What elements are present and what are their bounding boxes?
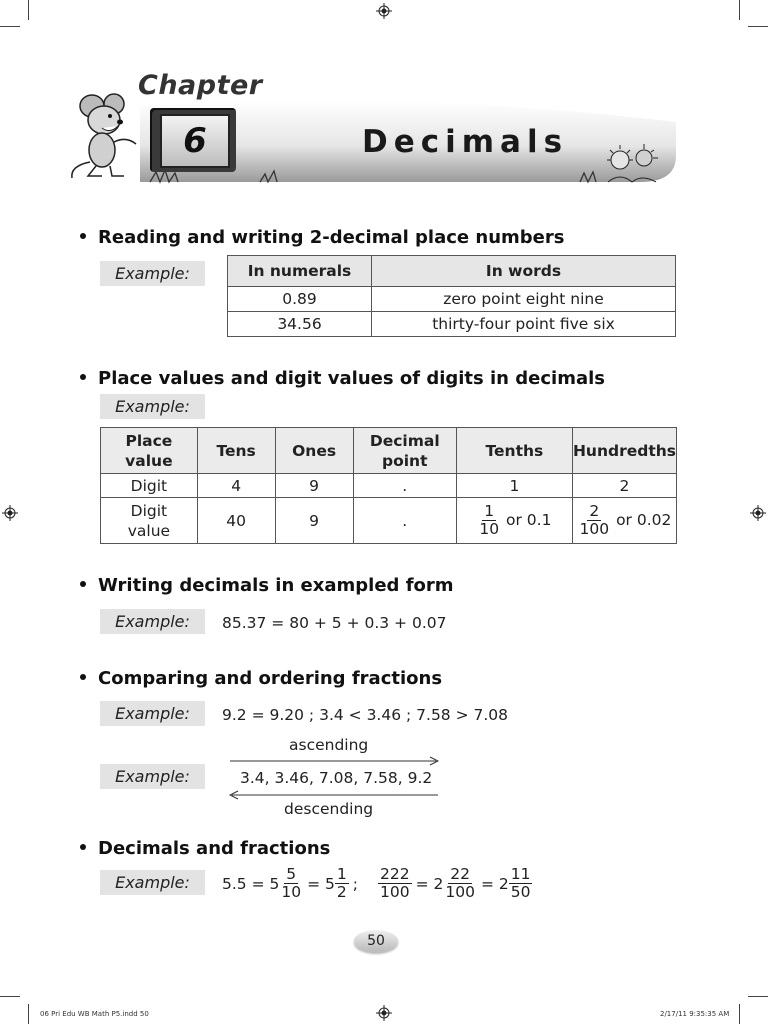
table-row: [228, 287, 676, 312]
fraction: $\frac{222}{100}$: [379, 865, 410, 901]
section-heading-expanded-form: Writing decimals in exampled form: [80, 575, 454, 596]
sun-flower-icon: [602, 140, 662, 184]
crop-mark: [0, 26, 20, 27]
table-header: Ones: [275, 428, 353, 474]
footer-date: 2/17/11 9:35:35 AM: [660, 1010, 730, 1018]
chapter-label: Chapter: [138, 70, 263, 101]
fraction: $\frac{11}{50}$: [510, 865, 531, 901]
table-cell: $\frac{2}{100}$ or 0.02: [572, 498, 676, 544]
crop-mark: [0, 996, 20, 997]
table-cell: 4: [197, 474, 275, 498]
table-header: Tens: [197, 428, 275, 474]
table-header-row: [228, 256, 676, 287]
ascending-label: ascending: [289, 736, 369, 754]
registration-mark-icon: [2, 505, 18, 521]
table-cell: $\frac{1}{10}$ or 0.1: [456, 498, 572, 544]
table-header: In words: [372, 256, 676, 287]
table-cell: 2: [572, 474, 676, 498]
table-cell: Digit: [101, 474, 198, 498]
footer-file-info: 06 Pri Edu WB Math P5.indd 50: [40, 1010, 149, 1018]
comparison-text: 9.2 = 9.20 ; 3.4 < 3.46 ; 7.58 > 7.08: [222, 706, 509, 724]
table-header: Hundredths: [572, 428, 676, 474]
table-header: In numerals: [228, 256, 372, 287]
bullet-icon: [80, 374, 86, 380]
ascending-arrow-icon: [230, 756, 440, 766]
fraction: $\frac{5}{10}$: [281, 865, 302, 901]
table-cell: 9: [275, 498, 353, 544]
registration-mark-icon: [376, 1005, 392, 1021]
table-header: Tenths: [456, 428, 572, 474]
table-row: [101, 474, 677, 498]
table-row: [228, 312, 676, 337]
place-value-table: [100, 427, 677, 544]
decimal-fraction-equation: 5.5 = 5 $\frac{5}{10}$ = 5 $\frac{1}{2}$ ; $\frac{222}{100}$ = 2 $\frac{22}{100}$ = 2 $\frac{11}{50}$: [222, 865, 531, 901]
table-cell: 9: [275, 474, 353, 498]
fraction: $\frac{1}{10}$: [479, 502, 500, 538]
descending-arrow-icon: [228, 790, 440, 800]
table-cell: .: [353, 474, 456, 498]
example-label: Example:: [100, 764, 205, 789]
descending-label: descending: [284, 800, 374, 818]
crop-mark: [739, 0, 740, 20]
table-header: Decimal point: [353, 428, 456, 474]
example-label: Example:: [100, 701, 205, 726]
chapter-number: 6: [160, 114, 230, 168]
fraction: $\frac{2}{100}$: [579, 502, 610, 538]
example-label: Example:: [100, 870, 205, 895]
crop-mark: [28, 0, 29, 20]
table-cell: 0.89: [228, 287, 372, 312]
bullet-icon: [80, 674, 86, 680]
section-heading-comparing: Comparing and ordering fractions: [80, 668, 442, 689]
table-header: Place value: [101, 428, 198, 474]
ordered-values-text: 3.4, 3.46, 7.08, 7.58, 9.2: [240, 769, 433, 787]
example-label: Example:: [100, 609, 205, 634]
crop-mark: [28, 1004, 29, 1024]
table-cell: 40: [197, 498, 275, 544]
bullet-icon: [80, 581, 86, 587]
crop-mark: [739, 1004, 740, 1024]
crop-mark: [748, 996, 768, 997]
mouse-mascot-icon: [66, 92, 150, 184]
bullet-icon: [80, 233, 86, 239]
section-heading-reading: Reading and writing 2-decimal place numbers: [80, 227, 564, 248]
table-cell: .: [353, 498, 456, 544]
section-heading-place-values: Place values and digit values of digits in decimals: [80, 368, 605, 389]
crop-mark: [748, 26, 768, 27]
numerals-words-table: [227, 255, 676, 337]
fraction: $\frac{22}{100}$: [445, 865, 475, 901]
table-cell: zero point eight nine: [372, 287, 676, 312]
table-cell: thirty-four point five six: [372, 312, 676, 337]
page-number: 50: [354, 930, 398, 952]
table-cell: 1: [456, 474, 572, 498]
table-row: [101, 498, 677, 544]
example-label: Example:: [100, 394, 205, 419]
table-cell: 34.56: [228, 312, 372, 337]
registration-mark-icon: [750, 505, 766, 521]
bullet-icon: [80, 844, 86, 850]
table-header-row: [101, 428, 677, 474]
fraction: $\frac{1}{2}$: [336, 865, 347, 901]
page-title: Decimals: [362, 124, 569, 160]
example-label: Example:: [100, 261, 205, 286]
registration-mark-icon: [376, 3, 392, 19]
section-heading-decimals-fractions: Decimals and fractions: [80, 838, 330, 859]
table-cell: Digit value: [101, 498, 198, 544]
expanded-form-text: 85.37 = 80 + 5 + 0.3 + 0.07: [222, 614, 447, 632]
